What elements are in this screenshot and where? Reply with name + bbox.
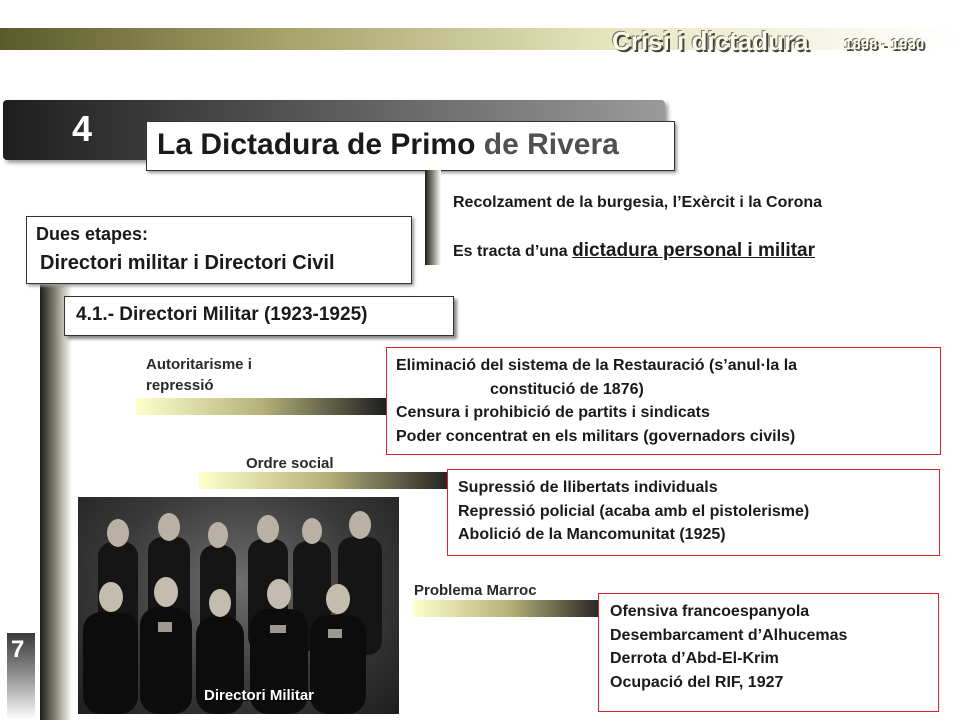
morocco-box [598,593,939,712]
list-item: constitució de 1876) [490,380,644,398]
header-bar [0,28,960,50]
section-number: 4 [72,108,93,149]
summary-emphasis: dictadura personal i militar [572,240,815,261]
summary-line-1: Recolzament de la burgesia, l’Exèrcit i la Corona [453,194,823,211]
list-item: Desembarcament d’Alhucemas [610,626,848,644]
list-item: Eliminació del sistema de la Restauració (s’anul·la la [396,357,798,374]
list-item: Derrota d’Abd-El-Krim [610,650,779,667]
connector-pillar-left [40,278,72,720]
group-portrait-image [78,497,399,714]
branch-label-morocco: Problema Marroc [414,582,537,599]
header-years: 1898 - 1930 [844,36,925,53]
list-item: Censura i prohibició de partits i sindicats [396,404,710,421]
list-item: Poder concentrat en els militars (governadors civils) [396,427,796,445]
header-title: Crisi i dictadura [612,26,809,56]
summary-line-2-prefix: Es tracta d’una [453,243,573,260]
photo-caption: Directori Militar [204,687,315,704]
section-title-part1: La Dictadura de Primo [157,128,476,161]
section-title-part2: de Rivera [475,128,619,161]
social-order-box [447,469,940,556]
connector-bar-repression [136,398,386,415]
branch-label-repression-line2: repressió [146,377,214,394]
branch-label-repression-line1: Autoritarisme i [146,356,252,373]
stages-heading: Dues etapes: [36,224,149,244]
connector-bar-social-order [199,472,453,489]
list-item: Ocupació del RIF, 1927 [610,673,784,691]
list-item: Abolició de la Mancomunitat (1925) [458,526,726,543]
stages-list: Directori militar i Directori Civil [40,252,335,274]
list-item: Ofensiva francoespanyola [610,603,810,620]
repression-box [386,347,941,455]
list-item: Supressió de llibertats individuals [458,479,718,496]
section-title [157,128,619,162]
page-number: 7 [11,636,25,663]
connector-pillar-top [425,170,441,265]
branch-label-social-order: Ordre social [246,455,334,472]
list-item: Repressió policial (acaba amb el pistolerisme) [458,502,810,520]
summary-line-2 [453,240,815,262]
connector-bar-morocco [413,600,605,617]
branch-label-repression [146,354,252,396]
directory-photo [78,497,399,714]
subsection-title: 4.1.- Directori Militar (1923-1925) [76,304,368,325]
